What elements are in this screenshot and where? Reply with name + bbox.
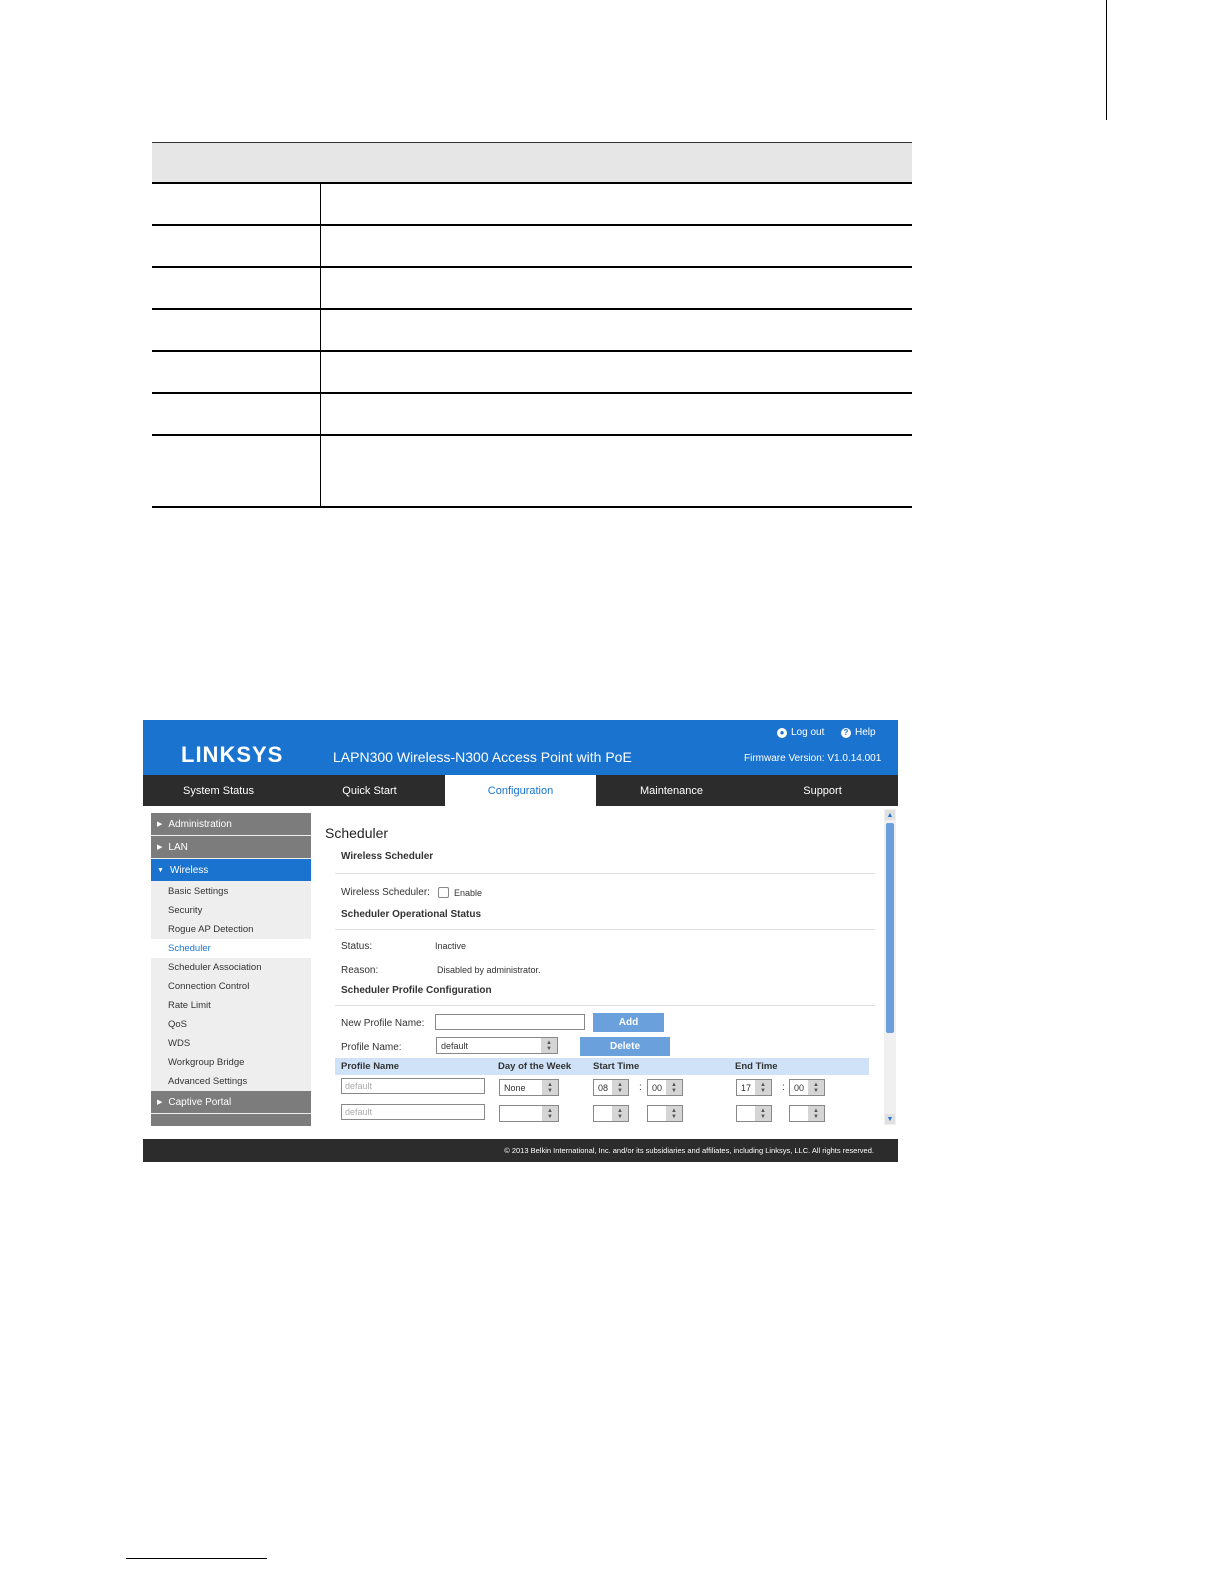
spinner-icon: ▲ ▼ bbox=[755, 1106, 771, 1121]
profile-name-selected: default bbox=[441, 1040, 469, 1051]
start-minute-value: 00 bbox=[652, 1082, 663, 1093]
sidebar bbox=[151, 813, 311, 1125]
sidebar-item-security[interactable]: Security bbox=[168, 905, 203, 916]
spinner-icon: ▲ ▼ bbox=[542, 1080, 558, 1095]
start-minute-select-partial[interactable] bbox=[647, 1105, 683, 1122]
divider bbox=[335, 1005, 875, 1006]
col-start-time: Start Time bbox=[593, 1061, 640, 1072]
sidebar-item-advanced-settings[interactable]: Advanced Settings bbox=[168, 1076, 248, 1087]
document-table-row bbox=[152, 310, 912, 352]
page-margin-line bbox=[1106, 0, 1107, 120]
row-profile-name-input[interactable]: default bbox=[341, 1078, 485, 1094]
start-minute-select[interactable] bbox=[647, 1079, 683, 1096]
spinner-icon: ▲ ▼ bbox=[808, 1080, 824, 1095]
help-icon: ? bbox=[841, 728, 851, 738]
col-day-of-week: Day of the Week bbox=[498, 1061, 572, 1072]
main-content bbox=[323, 813, 883, 1125]
content-scrollbar[interactable] bbox=[884, 809, 896, 1125]
spinner-icon: ▲ ▼ bbox=[612, 1080, 628, 1095]
spinner-icon: ▲ ▼ bbox=[542, 1106, 558, 1121]
document-table-row bbox=[152, 436, 912, 508]
sidebar-group-wireless[interactable] bbox=[151, 859, 311, 881]
chevron-down-icon: ▼ bbox=[157, 866, 164, 874]
sidebar-group-administration[interactable] bbox=[151, 813, 311, 835]
scroll-down-icon[interactable]: ▼ bbox=[886, 1115, 894, 1123]
col-end-time: End Time bbox=[735, 1061, 778, 1072]
profile-name-label: Profile Name: bbox=[341, 1042, 402, 1053]
reason-label: Reason: bbox=[341, 965, 379, 976]
spinner-icon: ▲ ▼ bbox=[755, 1080, 771, 1095]
sidebar-item-rogue-ap-detection[interactable]: Rogue AP Detection bbox=[168, 924, 254, 935]
logout-link[interactable] bbox=[777, 727, 824, 738]
time-separator: : bbox=[639, 1082, 642, 1093]
sidebar-item-rate-limit[interactable]: Rate Limit bbox=[168, 1000, 211, 1011]
sidebar-item-workgroup-bridge[interactable]: Workgroup Bridge bbox=[168, 1057, 245, 1068]
sidebar-group-label: LAN bbox=[168, 841, 188, 853]
profile-table-header bbox=[335, 1058, 869, 1075]
sidebar-item-scheduler-association[interactable]: Scheduler Association bbox=[168, 962, 262, 973]
chevron-right-icon: ▶ bbox=[157, 1099, 163, 1106]
end-minute-select[interactable] bbox=[789, 1079, 825, 1096]
row-profile-name-input-partial[interactable]: default bbox=[341, 1104, 485, 1120]
enable-label: Enable bbox=[454, 888, 483, 898]
spinner-icon: ▲ ▼ bbox=[666, 1106, 682, 1121]
start-hour-select-partial[interactable] bbox=[593, 1105, 629, 1122]
sidebar-item-connection-control[interactable]: Connection Control bbox=[168, 981, 250, 992]
chevron-right-icon: ▶ bbox=[157, 844, 163, 851]
add-button[interactable]: Add bbox=[593, 1013, 664, 1032]
firmware-version: Firmware Version: V1.0.14.001 bbox=[744, 753, 882, 764]
router-admin-screenshot bbox=[143, 720, 898, 1162]
scroll-thumb[interactable] bbox=[886, 823, 894, 1033]
document-table-row bbox=[152, 268, 912, 310]
sidebar-item-basic-settings[interactable]: Basic Settings bbox=[168, 886, 229, 897]
wireless-scheduler-heading: Wireless Scheduler bbox=[341, 851, 434, 862]
row-day-select-partial[interactable] bbox=[499, 1105, 559, 1122]
page-footer bbox=[143, 1139, 898, 1162]
status-value: Inactive bbox=[435, 941, 467, 951]
logout-label: Log out bbox=[791, 727, 825, 738]
sidebar-group-captive-portal[interactable] bbox=[151, 1091, 311, 1113]
tab-maintenance[interactable]: Maintenance bbox=[640, 784, 703, 797]
delete-button[interactable]: Delete bbox=[580, 1037, 670, 1056]
sidebar-group-label: Administration bbox=[168, 818, 232, 830]
top-header bbox=[143, 720, 898, 775]
chevron-right-icon: ▶ bbox=[157, 821, 163, 828]
sidebar-group-label: Wireless bbox=[169, 864, 209, 876]
sidebar-group-label: Captive Portal bbox=[168, 1096, 232, 1108]
profile-config-heading: Scheduler Profile Configuration bbox=[341, 985, 492, 996]
spinner-icon: ▲ ▼ bbox=[666, 1080, 682, 1095]
col-profile-name: Profile Name bbox=[341, 1061, 400, 1072]
copyright-text: © 2013 Belkin International, Inc. and/or its subsidiaries and affiliates, including Linksys, LLC. All rights reserved. bbox=[504, 1146, 874, 1155]
divider bbox=[335, 929, 875, 930]
help-label: Help bbox=[855, 727, 876, 738]
sidebar-item-wds[interactable]: WDS bbox=[168, 1038, 191, 1049]
end-hour-value: 17 bbox=[741, 1082, 752, 1093]
sidebar-footer bbox=[151, 1114, 311, 1126]
scheduler-enable-checkbox[interactable] bbox=[438, 887, 449, 898]
operational-status-heading: Scheduler Operational Status bbox=[341, 909, 482, 920]
tab-configuration[interactable]: Configuration bbox=[445, 775, 596, 806]
start-hour-value: 08 bbox=[598, 1082, 609, 1093]
linksys-logo: LINKSYS bbox=[181, 742, 284, 767]
sidebar-group-lan[interactable] bbox=[151, 836, 311, 858]
new-profile-label: New Profile Name: bbox=[341, 1018, 425, 1029]
row-day-select[interactable] bbox=[499, 1079, 559, 1096]
spinner-icon: ▲ ▼ bbox=[541, 1038, 557, 1053]
tab-system-status[interactable]: System Status bbox=[183, 784, 254, 797]
help-link[interactable] bbox=[841, 727, 876, 738]
reason-value: Disabled by administrator. bbox=[437, 965, 541, 975]
document-table-row bbox=[152, 394, 912, 436]
document-table-row bbox=[152, 184, 912, 226]
scroll-up-icon[interactable]: ▲ bbox=[886, 811, 894, 819]
tab-support[interactable]: Support bbox=[803, 784, 842, 797]
status-label: Status: bbox=[341, 941, 373, 952]
main-nav bbox=[143, 775, 898, 806]
page-title: Scheduler bbox=[325, 825, 389, 841]
document-table-row bbox=[152, 352, 912, 394]
end-minute-select-partial[interactable] bbox=[789, 1105, 825, 1122]
divider bbox=[335, 873, 875, 874]
footnote-rule bbox=[126, 1558, 267, 1559]
document-table-header bbox=[152, 142, 912, 184]
end-hour-select-partial[interactable] bbox=[736, 1105, 772, 1122]
sidebar-item-scheduler[interactable]: Scheduler bbox=[151, 939, 311, 958]
tab-quick-start[interactable]: Quick Start bbox=[342, 784, 397, 797]
spinner-icon: ▲ ▼ bbox=[808, 1106, 824, 1121]
wireless-scheduler-label: Wireless Scheduler: bbox=[341, 887, 430, 898]
time-separator: : bbox=[782, 1082, 785, 1093]
end-hour-select[interactable] bbox=[736, 1079, 772, 1096]
profile-name-select[interactable] bbox=[436, 1037, 558, 1054]
sidebar-item-qos[interactable]: QoS bbox=[168, 1019, 188, 1030]
lock-icon: ● bbox=[777, 728, 787, 738]
end-minute-value: 00 bbox=[794, 1082, 805, 1093]
product-title: LAPN300 Wireless-N300 Access Point with PoE bbox=[333, 749, 632, 765]
document-table bbox=[152, 142, 912, 508]
document-table-row bbox=[152, 226, 912, 268]
spinner-icon: ▲ ▼ bbox=[612, 1106, 628, 1121]
new-profile-input[interactable] bbox=[435, 1014, 585, 1030]
row-day-value: None bbox=[504, 1082, 526, 1093]
start-hour-select[interactable] bbox=[593, 1079, 629, 1096]
